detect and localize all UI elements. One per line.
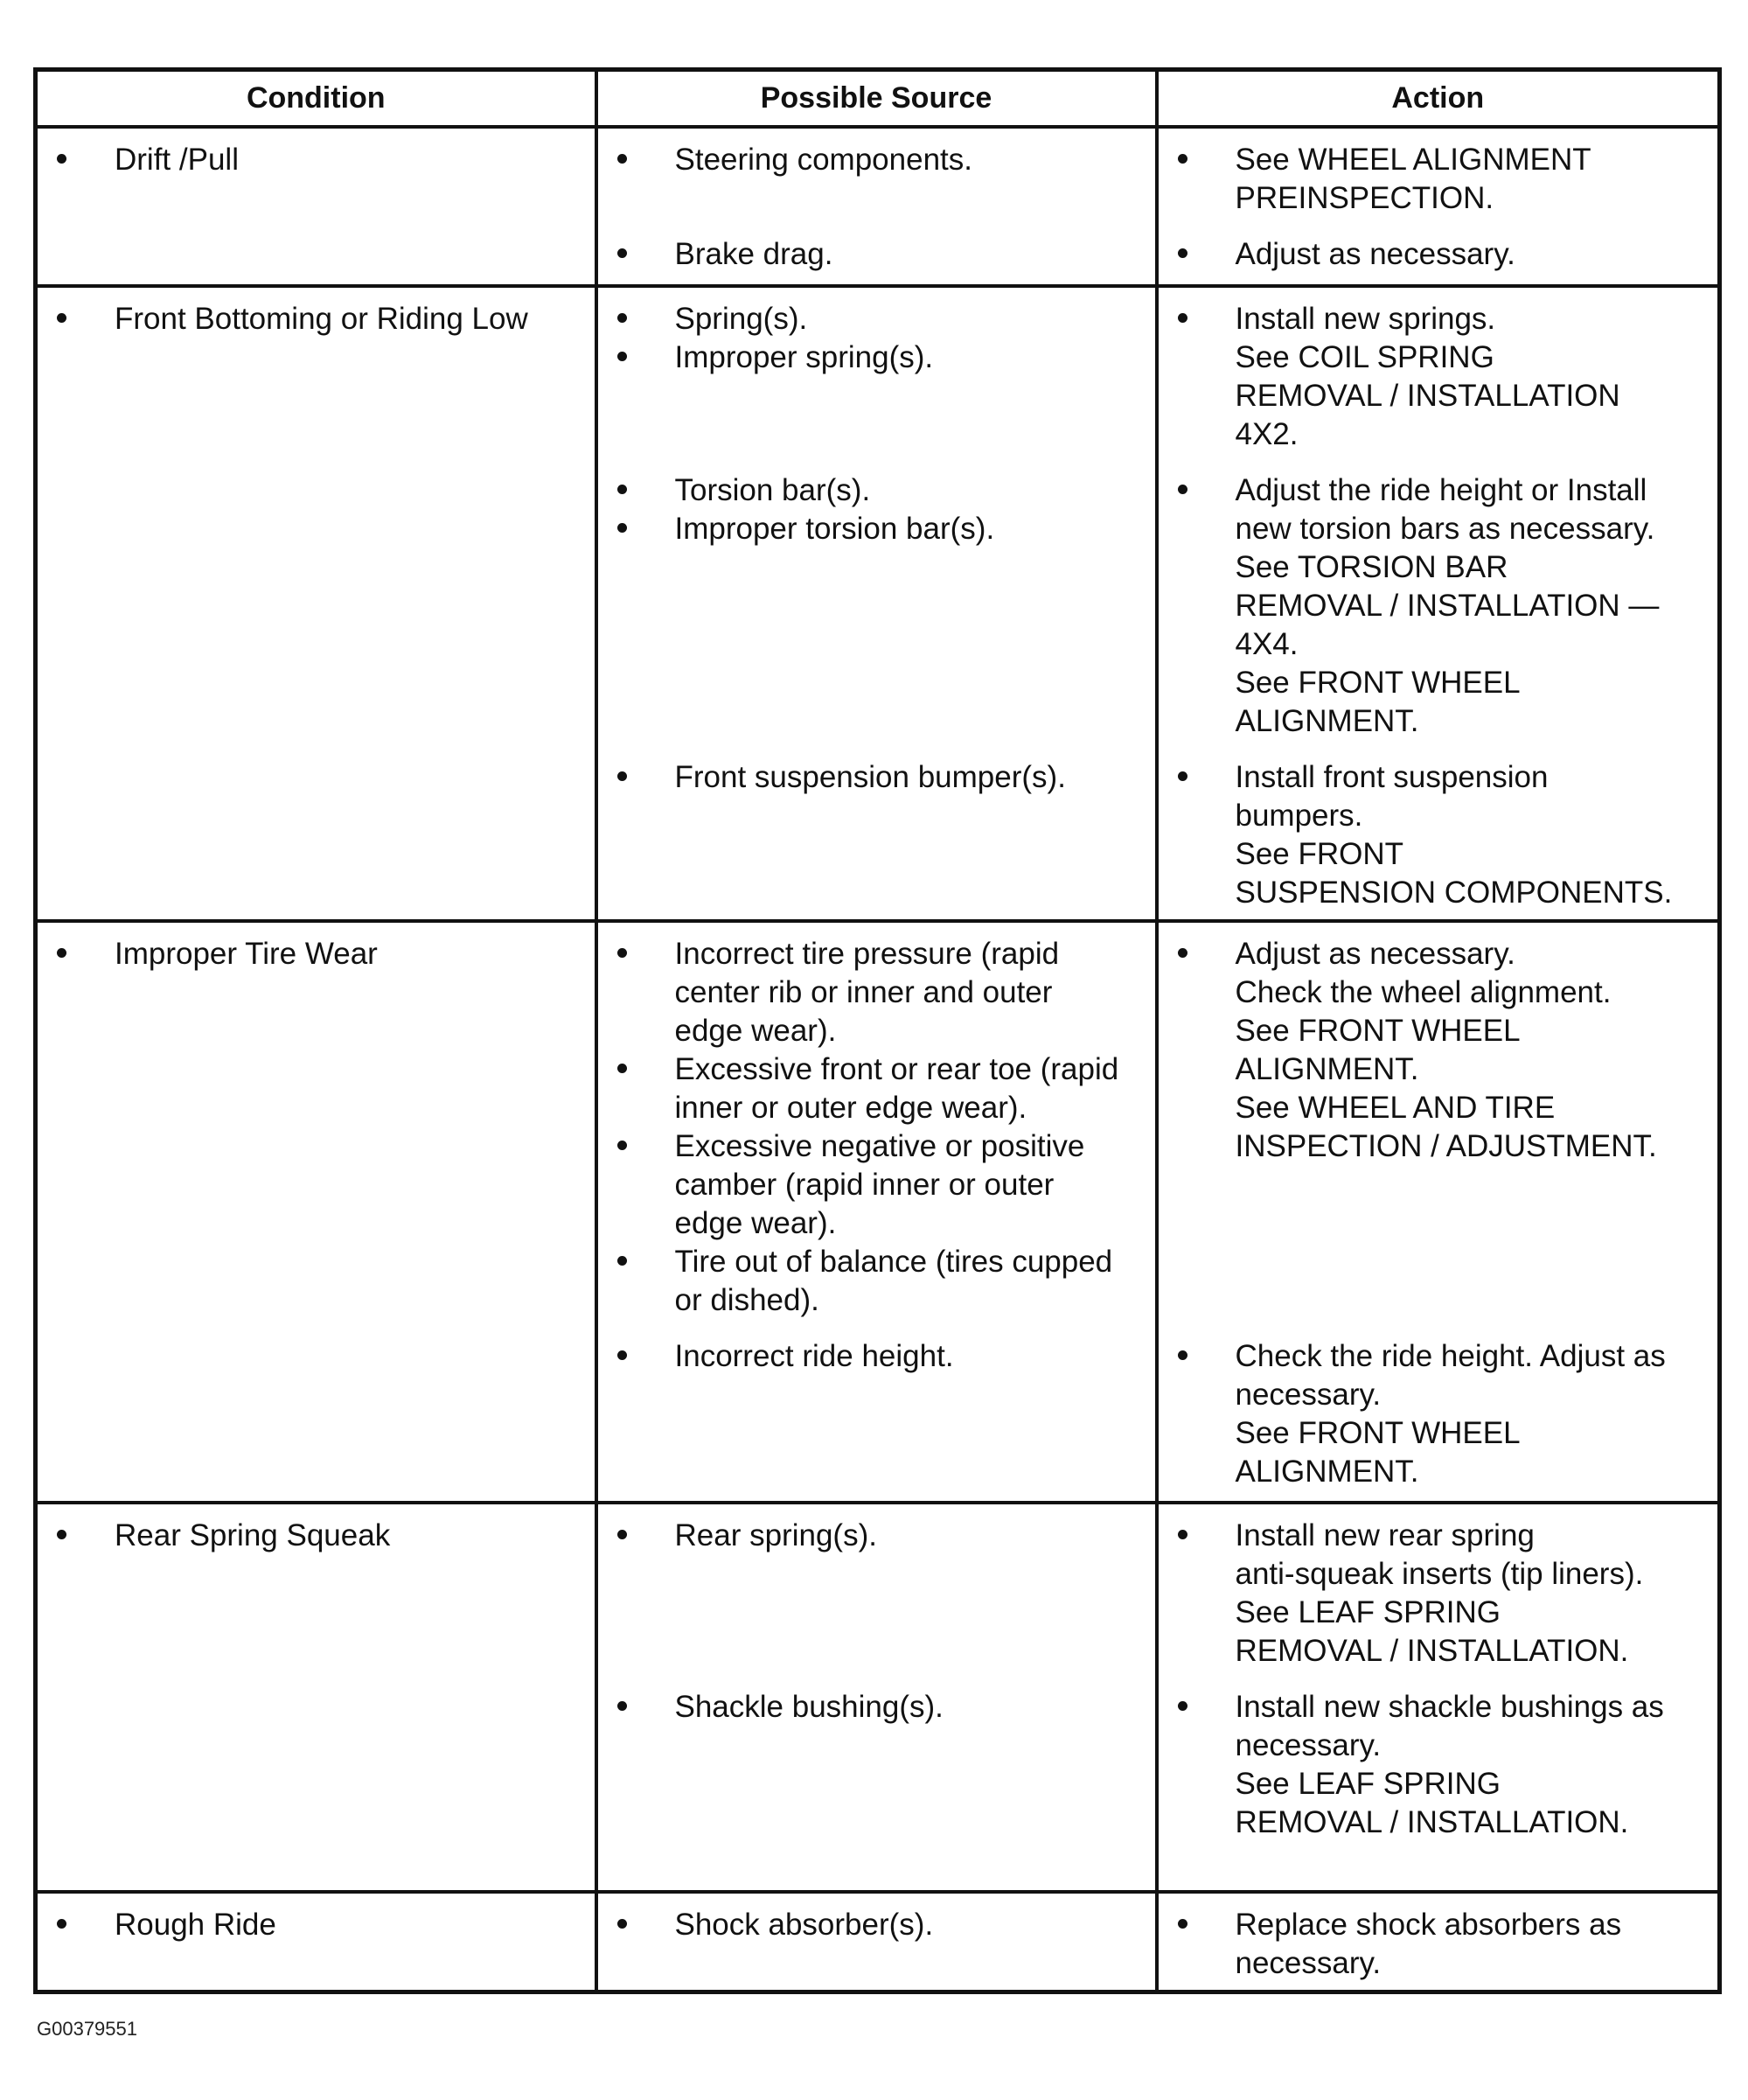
action-line: See LEAF SPRING	[1235, 1595, 1501, 1629]
action-line: See FRONT WHEEL	[1235, 1416, 1521, 1450]
action-item	[1166, 1517, 1711, 1671]
action-item	[1166, 758, 1711, 912]
source-line: or dished).	[674, 1283, 819, 1317]
action-line: Adjust the ride height or Install	[1235, 473, 1647, 507]
condition-text: Front Bottoming or Riding Low	[115, 302, 528, 336]
source-line: Improper torsion bar(s).	[674, 512, 995, 546]
condition-text: Improper Tire Wear	[115, 937, 378, 971]
source-cell	[596, 286, 1157, 921]
source-cell	[596, 1503, 1157, 1892]
action-line: 4X4.	[1235, 627, 1299, 661]
condition-item	[45, 935, 588, 973]
action-line: ALIGNMENT.	[1235, 704, 1419, 738]
action-group	[1166, 141, 1711, 218]
condition-cell	[36, 127, 596, 286]
action-item	[1166, 471, 1711, 741]
source-item	[605, 935, 1148, 1050]
source-line: Front suspension bumper(s).	[674, 760, 1066, 794]
source-line: Shackle bushing(s).	[674, 1690, 944, 1724]
action-line: REMOVAL / INSTALLATION.	[1235, 1634, 1629, 1668]
source-group	[605, 235, 1148, 274]
figure-id: G00379551	[37, 2018, 137, 2040]
source-line: camber (rapid inner or outer	[674, 1168, 1055, 1202]
source-item	[605, 1050, 1148, 1127]
source-line: Excessive front or rear toe (rapid	[674, 1052, 1119, 1086]
action-cell	[1157, 1503, 1720, 1892]
source-cell	[596, 127, 1157, 286]
source-line: Tire out of balance (tires cupped	[674, 1245, 1113, 1279]
condition-text: Rough Ride	[115, 1908, 276, 1942]
source-group	[605, 1517, 1148, 1671]
source-line: Steering components.	[674, 143, 972, 177]
table-body	[36, 127, 1720, 1992]
action-line: ALIGNMENT.	[1235, 1455, 1419, 1489]
action-cell	[1157, 1892, 1720, 1992]
source-line: edge wear).	[674, 1206, 837, 1240]
action-line: ALIGNMENT.	[1235, 1052, 1419, 1086]
action-line: necessary.	[1235, 1946, 1382, 1980]
action-line: See LEAF SPRING	[1235, 1767, 1501, 1801]
action-line: Check the ride height. Adjust as	[1235, 1339, 1666, 1373]
action-line: Check the wheel alignment.	[1235, 975, 1612, 1009]
action-line: See FRONT WHEEL	[1235, 1014, 1521, 1048]
condition-cell	[36, 921, 596, 1503]
source-item	[605, 471, 1148, 510]
action-line: Install front suspension	[1235, 760, 1549, 794]
action-item	[1166, 300, 1711, 454]
action-line: INSPECTION / ADJUSTMENT.	[1235, 1129, 1657, 1163]
action-line: REMOVAL / INSTALLATION.	[1235, 1805, 1629, 1839]
condition-item	[45, 1517, 588, 1555]
table-row	[36, 1892, 1720, 1992]
action-group	[1166, 1906, 1711, 1983]
action-line: PREINSPECTION.	[1235, 181, 1494, 215]
source-line: Spring(s).	[674, 302, 808, 336]
source-group	[605, 141, 1148, 218]
action-line: See FRONT WHEEL	[1235, 666, 1521, 700]
source-line: Improper spring(s).	[674, 340, 934, 374]
source-item	[605, 1243, 1148, 1320]
source-group	[605, 1688, 1148, 1842]
source-item	[605, 300, 1148, 338]
table-row	[36, 286, 1720, 921]
action-line: 4X2.	[1235, 417, 1299, 451]
header-possible-source: Possible Source	[596, 70, 1157, 128]
action-item	[1166, 1906, 1711, 1983]
condition-item	[45, 141, 588, 179]
source-line: center rib or inner and outer	[674, 975, 1053, 1009]
action-group	[1166, 758, 1711, 912]
header-condition: Condition	[36, 70, 596, 128]
condition-cell	[36, 1892, 596, 1992]
action-item	[1166, 1337, 1711, 1491]
source-group	[605, 758, 1148, 912]
source-item	[605, 235, 1148, 274]
source-cell	[596, 1892, 1157, 1992]
source-item	[605, 338, 1148, 377]
action-item	[1166, 235, 1711, 274]
source-item	[605, 1517, 1148, 1555]
condition-text: Drift /Pull	[115, 143, 239, 177]
action-line: See FRONT	[1235, 837, 1404, 871]
condition-cell	[36, 1503, 596, 1892]
action-group	[1166, 300, 1711, 454]
action-group	[1166, 1517, 1711, 1671]
source-line: Incorrect tire pressure (rapid	[674, 937, 1060, 971]
source-group	[605, 1906, 1148, 1983]
condition-text: Rear Spring Squeak	[115, 1518, 391, 1552]
table-row	[36, 1503, 1720, 1892]
source-item	[605, 141, 1148, 179]
action-cell	[1157, 921, 1720, 1503]
source-item	[605, 1127, 1148, 1243]
table-row	[36, 921, 1720, 1503]
action-line: anti-squeak inserts (tip liners).	[1235, 1557, 1644, 1591]
action-cell	[1157, 127, 1720, 286]
action-group	[1166, 935, 1711, 1320]
action-group	[1166, 471, 1711, 741]
source-item	[605, 1906, 1148, 1944]
condition-cell	[36, 286, 596, 921]
table-row	[36, 127, 1720, 286]
action-item	[1166, 1688, 1711, 1842]
action-line: bumpers.	[1235, 799, 1363, 833]
source-line: Shock absorber(s).	[674, 1908, 934, 1942]
header-row	[36, 70, 1720, 128]
source-line: inner or outer edge wear).	[674, 1091, 1027, 1125]
header-action: Action	[1157, 70, 1720, 128]
condition-item	[45, 300, 588, 338]
action-item	[1166, 141, 1711, 218]
source-line: Torsion bar(s).	[674, 473, 871, 507]
action-line: Replace shock absorbers as	[1235, 1908, 1622, 1942]
action-line: REMOVAL / INSTALLATION —	[1235, 589, 1660, 623]
source-item	[605, 510, 1148, 548]
action-group	[1166, 1337, 1711, 1491]
source-group	[605, 471, 1148, 741]
source-group	[605, 300, 1148, 454]
action-line: necessary.	[1235, 1378, 1382, 1412]
action-cell	[1157, 286, 1720, 921]
source-line: Incorrect ride height.	[674, 1339, 954, 1373]
action-line: necessary.	[1235, 1728, 1382, 1762]
diagnosis-table	[33, 67, 1722, 1994]
action-line: Install new shackle bushings as	[1235, 1690, 1664, 1724]
action-item	[1166, 935, 1711, 1166]
source-line: Rear spring(s).	[674, 1518, 877, 1552]
action-line: REMOVAL / INSTALLATION	[1235, 379, 1620, 413]
source-line: edge wear).	[674, 1014, 837, 1048]
action-line: See WHEEL ALIGNMENT	[1235, 143, 1591, 177]
source-item	[605, 758, 1148, 797]
action-line: See WHEEL AND TIRE	[1235, 1091, 1556, 1125]
action-group	[1166, 235, 1711, 274]
action-line: Install new springs.	[1235, 302, 1496, 336]
action-line: See COIL SPRING	[1235, 340, 1494, 374]
action-line: new torsion bars as necessary.	[1235, 512, 1655, 546]
source-group	[605, 1337, 1148, 1491]
action-line: Adjust as necessary.	[1235, 937, 1515, 971]
action-group	[1166, 1688, 1711, 1842]
condition-item	[45, 1906, 588, 1944]
action-line: See TORSION BAR	[1235, 550, 1508, 584]
source-item	[605, 1337, 1148, 1376]
action-line: Install new rear spring	[1235, 1518, 1535, 1552]
action-line: SUSPENSION COMPONENTS.	[1235, 876, 1673, 910]
source-line: Excessive negative or positive	[674, 1129, 1085, 1163]
source-line: Brake drag.	[674, 237, 833, 271]
source-cell	[596, 921, 1157, 1503]
action-line: Adjust as necessary.	[1235, 237, 1515, 271]
source-group	[605, 935, 1148, 1320]
source-item	[605, 1688, 1148, 1727]
